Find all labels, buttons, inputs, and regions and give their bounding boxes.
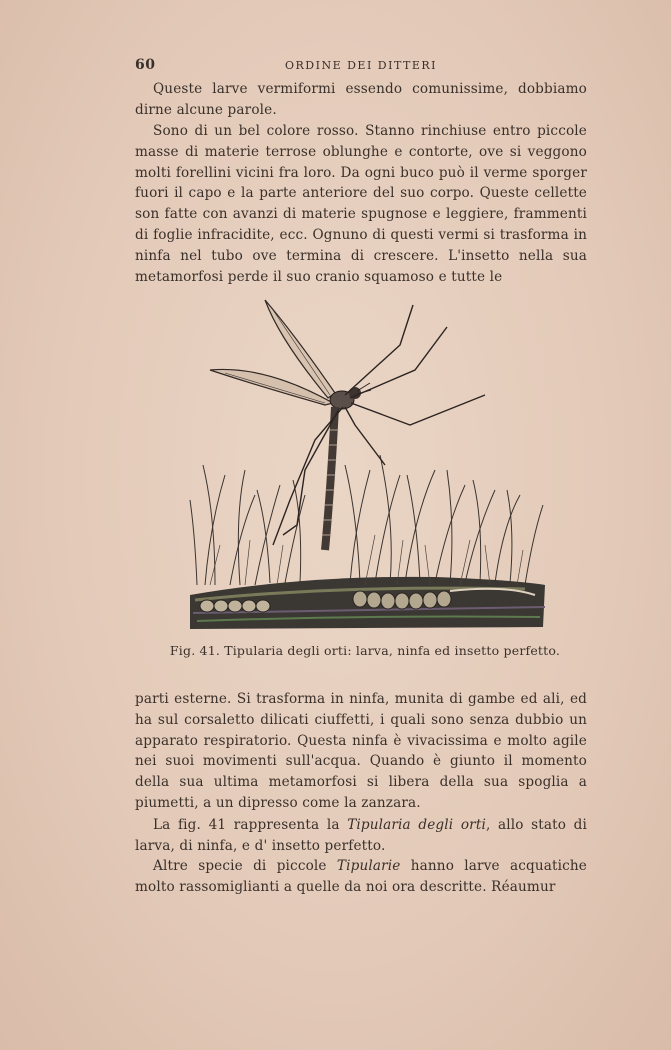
paragraph-text: Sono di un bel colore rosso. Stanno rinchiuse entro piccole masse di materie terrose oblunghe e contorte, ove si veggono molti forellini vicini fra loro. Da ogni buco può il verme sporger fuori il capo e la parte anteriore del suo corpo. Queste cellette son fatte con avanzi di materie spugnose e leggiere, frammenti di foglie infracidite, ecc. Ognuno di questi vermi si trasforma in ninfa nel tubo ove termina di crescere. L'insetto nella sua metamorfosi perde il suo cranio squamoso e tutte le: [135, 123, 587, 285]
page-number: 60: [135, 57, 156, 73]
paragraph-figure-reference: [135, 815, 587, 857]
paragraph-text: Queste larve vermiformi essendo comunissime, dobbiamo dirne alcune parole.: [135, 81, 587, 118]
figure-tipularia-engraving: [185, 295, 550, 635]
paragraph-larvae-description: [135, 121, 587, 287]
paragraph-nymph-description: [135, 689, 587, 814]
paragraph-text: , allo stato di larva, di ninfa, e d' insetto perfetto.: [135, 817, 587, 854]
species-name: Tipularia degli orti: [347, 817, 486, 833]
species-name: Tipularie: [336, 858, 401, 874]
page-header: [135, 57, 587, 77]
paragraph-text: hanno larve acquatiche molto rassomiglianti a quelle da noi ora descritte. Réaumur: [135, 858, 587, 895]
paragraph-text: La fig. 41 rappresenta la: [153, 817, 348, 833]
paragraph-other-species: [135, 856, 587, 898]
paragraph-text: parti esterne. Si trasforma in ninfa, munita di gambe ed ali, ed ha sul corsaletto dilicati ciuffetti, i quali sono senza dubbio un apparato respiratorio. Questa ninfa è vivacissima e molto agile nei suoi movimenti sull'acqua. Quando è giunto il momento della sua ultima metamorfosi si libera della sua spoglia a piumetti, a un dipresso come la zanzara.: [135, 691, 587, 811]
crane-fly-illustration: [185, 295, 550, 635]
running-title: ORDINE DEI DITTERI: [284, 59, 437, 72]
figure-caption: Fig. 41. Tipularia degli orti: larva, ninfa ed insetto perfetto.: [169, 643, 561, 658]
paragraph-larvae-intro: [135, 79, 587, 121]
paragraph-text: Altre specie di piccole: [153, 858, 337, 874]
